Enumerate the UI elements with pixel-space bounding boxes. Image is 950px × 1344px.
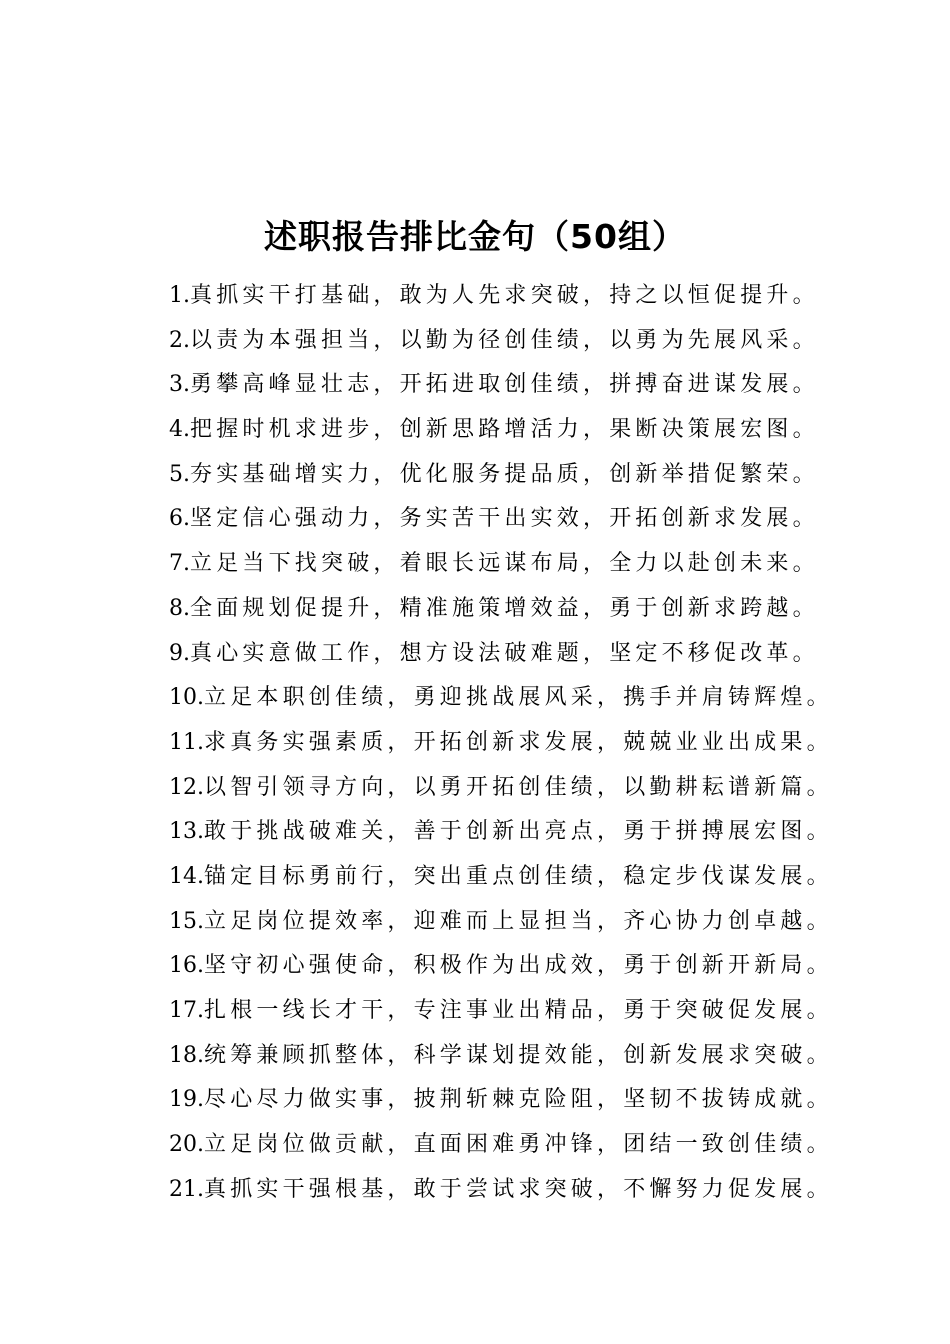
- list-item: [169, 587, 929, 632]
- item-number: 4.: [169, 417, 190, 443]
- item-text: 扎根一线长才干，专注事业出精品，勇于突破促发展。: [204, 998, 833, 1023]
- item-number: 3.: [169, 372, 190, 398]
- item-text: 立足岗位提效率，迎难而上显担当，齐心协力创卓越。: [204, 908, 833, 934]
- item-text: 夯实基础增实力，优化服务提品质，创新举措促繁荣。: [190, 461, 819, 487]
- item-text: 把握时机求进步，创新思路增活力，果断决策展宏图。: [190, 417, 819, 443]
- item-number: 5.: [169, 461, 190, 487]
- list-item: [169, 363, 929, 408]
- list-item: [169, 721, 929, 766]
- item-text: 锚定目标勇前行，突出重点创佳绩，稳定步伐谋发展。: [204, 863, 833, 889]
- item-number: 10.: [169, 685, 204, 711]
- list-item: [169, 944, 929, 989]
- list-item: [169, 766, 929, 811]
- list-item: [169, 1078, 929, 1123]
- item-number: 14.: [169, 863, 204, 889]
- item-text: 立足岗位做贡献，直面困难勇冲锋，团结一致创佳绩。: [204, 1132, 833, 1158]
- item-text: 统筹兼顾抓整体，科学谋划提效能，创新发展求突破。: [204, 1042, 833, 1068]
- item-text: 立足当下找突破，着眼长远谋布局，全力以赴创未来。: [190, 551, 819, 577]
- list-item: [169, 989, 929, 1034]
- document-title: 述职报告排比金句（50组）: [264, 217, 686, 256]
- item-text: 真抓实干打基础，敢为人先求突破，持之以恒促提升。: [190, 283, 819, 308]
- item-number: 18.: [169, 1042, 204, 1068]
- item-text: 勇攀高峰显壮志，开拓进取创佳绩，拼搏奋进谋发展。: [190, 372, 819, 398]
- item-number: 21.: [169, 1176, 204, 1202]
- list-item: [169, 1034, 929, 1079]
- list-item: [169, 274, 929, 319]
- list-item: [169, 855, 929, 900]
- list-item: [169, 1123, 929, 1168]
- item-text: 坚定信心强动力，务实苦干出实效，开拓创新求发展。: [190, 506, 819, 532]
- list-item: [169, 1168, 929, 1213]
- list-item: [169, 900, 929, 945]
- item-number: 19.: [169, 1087, 204, 1113]
- list-item: [169, 453, 929, 498]
- item-text: 真抓实干强根基，敢于尝试求突破，不懈努力促发展。: [204, 1176, 833, 1202]
- item-number: 8.: [169, 595, 190, 621]
- item-number: 11.: [169, 729, 204, 755]
- item-text: 立足本职创佳绩，勇迎挑战展风采，携手并肩铸辉煌。: [204, 685, 833, 711]
- item-number: 7.: [169, 551, 190, 577]
- list-item: [169, 319, 929, 364]
- sentence-list: [169, 274, 929, 1212]
- item-number: 13.: [169, 819, 204, 845]
- item-number: 20.: [169, 1132, 204, 1158]
- item-text: 全面规划促提升，精准施策增效益，勇于创新求跨越。: [190, 595, 819, 621]
- item-number: 9.: [169, 640, 190, 666]
- item-number: 15.: [169, 908, 204, 934]
- item-text: 尽心尽力做实事，披荆斩棘克险阻，坚韧不拔铸成就。: [204, 1087, 833, 1113]
- list-item: [169, 676, 929, 721]
- item-number: 6.: [169, 506, 190, 532]
- item-text: 真心实意做工作，想方设法破难题，坚定不移促改革。: [190, 640, 819, 666]
- list-item: [169, 810, 929, 855]
- item-number: 16.: [169, 953, 204, 979]
- item-number: 1.: [169, 283, 190, 308]
- item-number: 17.: [169, 998, 204, 1023]
- list-item: [169, 632, 929, 677]
- item-text: 坚守初心强使命，积极作为出成效，勇于创新开新局。: [204, 953, 833, 979]
- list-item: [169, 542, 929, 587]
- list-item: [169, 408, 929, 453]
- item-text: 敢于挑战破难关，善于创新出亮点，勇于拼搏展宏图。: [204, 819, 833, 845]
- list-item: [169, 497, 929, 542]
- item-number: 2.: [169, 327, 190, 353]
- item-number: 12.: [169, 774, 204, 800]
- item-text: 求真务实强素质，开拓创新求发展，兢兢业业出成果。: [204, 729, 833, 755]
- item-text: 以责为本强担当，以勤为径创佳绩，以勇为先展风采。: [190, 327, 819, 353]
- item-text: 以智引领寻方向，以勇开拓创佳绩，以勤耕耘谱新篇。: [204, 774, 833, 800]
